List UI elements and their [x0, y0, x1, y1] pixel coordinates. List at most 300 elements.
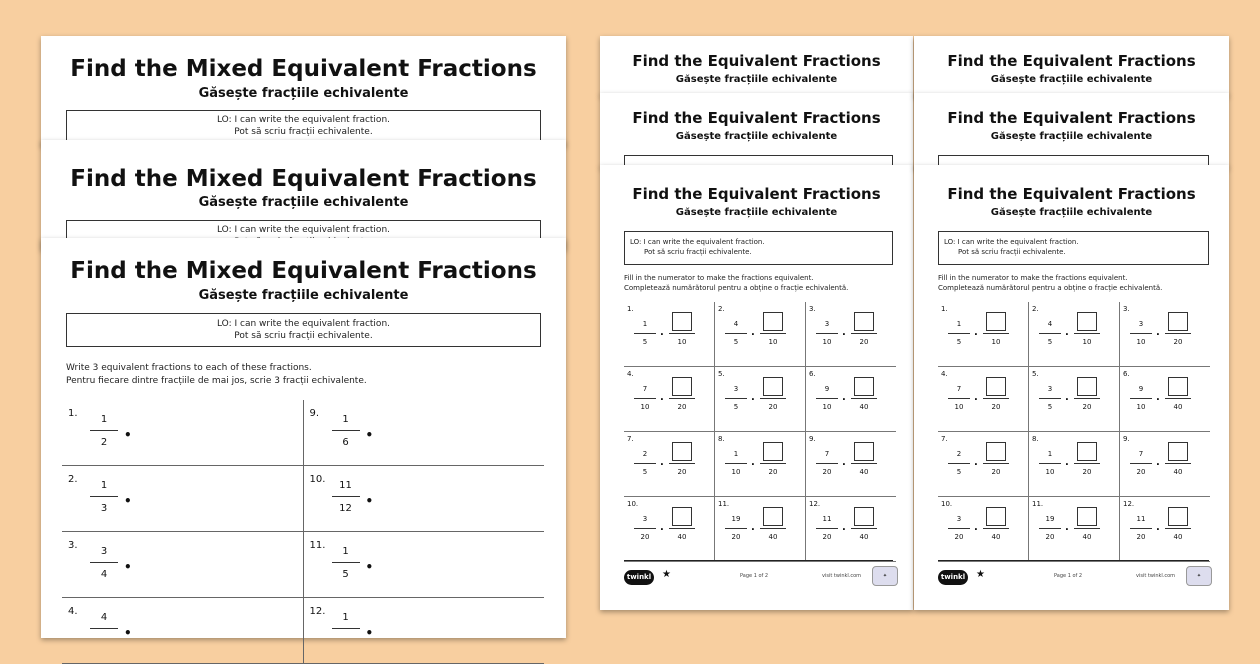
numerator-answer-box[interactable]	[1077, 507, 1097, 526]
fraction	[948, 320, 970, 347]
question-number: 11.	[1032, 500, 1044, 508]
numerator: 1	[100, 414, 108, 425]
fraction-bar	[1165, 463, 1191, 464]
target-denominator: 40	[859, 533, 869, 541]
numerator: 1	[342, 546, 349, 557]
equals-dot: .	[974, 392, 978, 403]
denominator: 2	[100, 437, 108, 448]
equals-dot: .	[842, 522, 846, 533]
question-number: 3.	[68, 540, 78, 551]
fraction	[1039, 450, 1061, 477]
numerator: 7	[956, 385, 962, 393]
grid-row	[938, 497, 1210, 562]
numerator-answer-box[interactable]	[1077, 442, 1097, 461]
fraction	[1039, 320, 1061, 347]
question-number: 10.	[627, 500, 639, 508]
question-cell	[1119, 497, 1210, 561]
lo-line: LO: I can write the equivalent fraction.	[216, 115, 391, 125]
fraction	[332, 480, 360, 514]
equiv-sheet-front	[600, 165, 913, 610]
target-denominator: 20	[677, 468, 687, 476]
denominator: 10	[1045, 468, 1055, 476]
equals-dot: .	[1065, 327, 1069, 338]
sheet-title: Find the Equivalent Fractions	[947, 109, 1196, 127]
sheet-title: Find the Mixed Equivalent Fractions	[70, 258, 537, 284]
answer-fraction	[1165, 377, 1191, 412]
fraction	[816, 385, 838, 412]
instructions	[66, 362, 367, 388]
answer-fraction	[669, 312, 695, 347]
fraction-bar	[634, 398, 656, 399]
equals-dot: .	[1156, 522, 1160, 533]
equals-dot: .	[751, 457, 755, 468]
fraction-bar	[634, 463, 656, 464]
question-cell	[1028, 367, 1119, 431]
fraction-bar	[332, 628, 360, 629]
denominator: 10	[1136, 338, 1146, 346]
equals-dot: .	[660, 392, 664, 403]
twinkl-logo: twinkl	[938, 570, 968, 585]
denominator: 3	[100, 503, 108, 514]
numerator-answer-box[interactable]	[763, 377, 783, 396]
question-number: 6.	[1123, 370, 1130, 378]
equals-dot: .	[751, 327, 755, 338]
answer-fraction	[1074, 377, 1100, 412]
fraction	[332, 546, 360, 580]
page-number: Page 1 of 2	[740, 573, 769, 579]
question-cell	[938, 432, 1028, 496]
fraction-bar	[1165, 333, 1191, 334]
equiv-sheet-back	[600, 36, 913, 96]
numerator: 11	[1136, 515, 1146, 523]
question-cell	[1119, 432, 1210, 496]
sheet-title: Find the Equivalent Fractions	[632, 109, 881, 127]
instructions	[624, 273, 848, 293]
fraction-bar	[725, 528, 747, 529]
question-number: 6.	[809, 370, 816, 378]
question-number: 2.	[718, 305, 725, 313]
question-number: 10.	[941, 500, 953, 508]
target-denominator: 20	[768, 468, 778, 476]
star-icon: ★	[976, 569, 985, 580]
question-number: 1.	[627, 305, 634, 313]
page-number: Page 1 of 2	[1054, 573, 1083, 579]
fraction-bar	[1130, 398, 1152, 399]
site-link[interactable]: visit twinkl.com	[822, 573, 862, 579]
numerator: 19	[1045, 515, 1055, 523]
target-denominator: 20	[1082, 468, 1092, 476]
question-number: 12.	[309, 606, 326, 617]
fraction	[725, 515, 747, 542]
equals-dot: .	[842, 327, 846, 338]
fraction-bar	[1165, 528, 1191, 529]
answer-fraction	[1074, 312, 1100, 347]
question-number: 12.	[1123, 500, 1135, 508]
denominator: 10	[954, 403, 964, 411]
lo-line-ro: Pot să scriu fracții echivalente.	[234, 127, 373, 137]
question-number: 2.	[1032, 305, 1039, 313]
fraction-bar	[90, 628, 118, 629]
denominator: 20	[731, 533, 741, 541]
question-cell	[938, 497, 1028, 561]
fraction	[634, 385, 656, 412]
numerator-answer-box[interactable]	[672, 312, 692, 331]
numerator-answer-box[interactable]	[986, 377, 1006, 396]
answer-fraction	[983, 312, 1009, 347]
question-number: 5.	[1032, 370, 1039, 378]
grid-row	[624, 497, 896, 562]
equals-dot: .	[660, 522, 664, 533]
mixed-fractions-grid	[62, 400, 544, 664]
denominator: 5	[1047, 338, 1053, 346]
grid-row	[624, 367, 896, 432]
fraction	[948, 385, 970, 412]
answer-dot: •	[124, 428, 132, 442]
lo-line: LO: I can write the equivalent fraction.	[216, 225, 391, 235]
numerator: 1	[100, 480, 108, 491]
question-number: 4.	[68, 606, 78, 617]
sheet-subtitle: Găsește fracțiile echivalente	[198, 86, 409, 101]
numerator: 1	[342, 414, 349, 425]
sheet-footer	[600, 560, 913, 590]
twinkl-logo: twinkl	[624, 570, 654, 585]
fraction-bar	[90, 430, 118, 431]
target-denominator: 20	[991, 403, 1001, 411]
numerator-answer-box[interactable]	[986, 507, 1006, 526]
equals-dot: .	[1156, 457, 1160, 468]
equals-dot: .	[660, 457, 664, 468]
fraction	[816, 515, 838, 542]
fraction-bar	[760, 528, 786, 529]
fraction-bar	[1130, 528, 1152, 529]
instruction-en: Write 3 equivalent fractions to each of these fractions.	[66, 363, 312, 373]
fraction-bar	[1074, 333, 1100, 334]
fraction-bar	[760, 333, 786, 334]
answer-fraction	[760, 377, 786, 412]
denominator: 10	[731, 468, 741, 476]
numerator-answer-box[interactable]	[986, 312, 1006, 331]
sheet-title: Find the Mixed Equivalent Fractions	[70, 166, 537, 192]
numerator-answer-box[interactable]	[854, 312, 874, 331]
numerator-answer-box[interactable]	[672, 442, 692, 461]
lo-line: LO: I can write the equivalent fraction.	[630, 238, 765, 246]
fraction-bar	[725, 398, 747, 399]
lo-line-ro: Pot să scriu fracții echivalente.	[958, 248, 1066, 256]
answer-fraction	[851, 442, 877, 477]
target-denominator: 20	[768, 403, 778, 411]
grid-row	[62, 532, 544, 598]
grid-row	[624, 432, 896, 497]
fraction-bar	[1074, 398, 1100, 399]
lo-box	[938, 231, 1209, 265]
fraction	[1039, 515, 1061, 542]
target-denominator: 40	[768, 533, 778, 541]
question-cell[interactable]	[62, 598, 303, 663]
equivalent-fractions-grid	[624, 302, 896, 562]
fraction	[90, 546, 118, 580]
footer-divider	[624, 560, 893, 561]
numerator-answer-box[interactable]	[763, 507, 783, 526]
question-cell[interactable]	[62, 400, 303, 465]
grid-row	[938, 367, 1210, 432]
sheet-title: Find the Equivalent Fractions	[632, 185, 881, 203]
numerator-answer-box[interactable]	[672, 377, 692, 396]
numerator-answer-box[interactable]	[1077, 312, 1097, 331]
answer-fraction	[851, 377, 877, 412]
denominator: 5	[642, 468, 648, 476]
target-denominator: 40	[859, 403, 869, 411]
numerator: 4	[733, 320, 739, 328]
fraction-bar	[948, 528, 970, 529]
numerator-answer-box[interactable]	[672, 507, 692, 526]
sheet-subtitle: Găsește fracțiile echivalente	[990, 74, 1153, 85]
sheet-title: Find the Mixed Equivalent Fractions	[70, 56, 537, 82]
numerator-answer-box[interactable]	[1168, 312, 1188, 331]
target-denominator: 20	[859, 338, 869, 346]
numerator: 4	[1047, 320, 1053, 328]
fraction-bar	[816, 528, 838, 529]
numerator: 7	[1138, 450, 1144, 458]
question-number: 4.	[941, 370, 948, 378]
denominator: 20	[954, 533, 964, 541]
lo-line-ro: Pot să scriu fracții echivalente.	[644, 248, 752, 256]
sheet-title: Find the Equivalent Fractions	[632, 52, 881, 70]
sheet-subtitle: Găsește fracțiile echivalente	[675, 207, 838, 218]
answer-dot: •	[365, 560, 374, 574]
question-cell	[624, 432, 714, 496]
question-number: 7.	[941, 435, 948, 443]
numerator-answer-box[interactable]	[986, 442, 1006, 461]
fraction-bar	[1039, 528, 1061, 529]
fraction-bar	[1130, 463, 1152, 464]
fraction-bar	[1074, 528, 1100, 529]
fraction	[948, 515, 970, 542]
equiv-sheet-front	[914, 165, 1229, 610]
sheet-subtitle: Găsește fracțiile echivalente	[990, 207, 1153, 218]
equals-dot: .	[974, 457, 978, 468]
fraction	[90, 612, 118, 635]
question-cell	[1119, 367, 1210, 431]
fraction	[1130, 515, 1152, 542]
question-number: 11.	[718, 500, 730, 508]
target-denominator: 10	[677, 338, 687, 346]
answer-fraction	[669, 377, 695, 412]
question-cell	[624, 302, 714, 366]
answer-fraction	[760, 312, 786, 347]
question-number: 9.	[809, 435, 816, 443]
fraction	[332, 612, 360, 635]
fraction-bar	[760, 463, 786, 464]
numerator-answer-box[interactable]	[854, 442, 874, 461]
answer-fraction	[983, 442, 1009, 477]
fraction	[816, 320, 838, 347]
fraction-bar	[725, 333, 747, 334]
answer-fraction	[983, 507, 1009, 542]
numerator: 2	[956, 450, 962, 458]
question-cell[interactable]	[303, 466, 545, 531]
denominator: 5	[956, 338, 962, 346]
numerator: 3	[824, 320, 830, 328]
denominator: 5	[733, 403, 739, 411]
target-denominator: 40	[1173, 403, 1183, 411]
question-cell	[938, 302, 1028, 366]
denominator: 20	[1136, 468, 1146, 476]
fraction-bar	[851, 528, 877, 529]
numerator: 3	[1047, 385, 1053, 393]
answer-dot: •	[365, 626, 374, 640]
sheet-subtitle: Găsește fracțiile echivalente	[675, 74, 838, 85]
fraction	[1130, 385, 1152, 412]
badge-icon: ✦	[1186, 566, 1212, 586]
question-cell	[1028, 432, 1119, 496]
fraction-bar	[332, 562, 360, 563]
answer-fraction	[760, 507, 786, 542]
denominator: 20	[822, 533, 832, 541]
fraction-bar	[90, 496, 118, 497]
target-denominator: 40	[1173, 468, 1183, 476]
fraction-bar	[634, 528, 656, 529]
denominator: 5	[956, 468, 962, 476]
fraction-bar	[816, 398, 838, 399]
target-denominator: 40	[677, 533, 687, 541]
question-cell	[1028, 302, 1119, 366]
question-number: 7.	[627, 435, 634, 443]
denominator: 10	[1136, 403, 1146, 411]
fraction-bar	[1165, 398, 1191, 399]
question-cell[interactable]	[303, 532, 545, 597]
question-cell	[714, 432, 805, 496]
instructions	[938, 273, 1162, 293]
question-number: 5.	[718, 370, 725, 378]
fraction	[816, 450, 838, 477]
fraction	[1130, 320, 1152, 347]
question-number: 4.	[627, 370, 634, 378]
equals-dot: .	[1065, 392, 1069, 403]
fraction-bar	[983, 333, 1009, 334]
fraction-bar	[851, 463, 877, 464]
grid-row	[938, 432, 1210, 497]
equals-dot: .	[842, 392, 846, 403]
sheet-title: Find the Equivalent Fractions	[947, 185, 1196, 203]
answer-dot: •	[124, 494, 132, 508]
target-denominator: 20	[677, 403, 687, 411]
grid-row	[62, 400, 544, 466]
fraction-bar	[332, 430, 360, 431]
fraction-bar	[948, 333, 970, 334]
numerator-answer-box[interactable]	[763, 312, 783, 331]
numerator-answer-box[interactable]	[1168, 377, 1188, 396]
site-link[interactable]: visit twinkl.com	[1136, 573, 1176, 579]
lo-line: LO: I can write the equivalent fraction.	[216, 319, 391, 329]
question-cell	[624, 367, 714, 431]
question-cell	[805, 432, 896, 496]
fraction-bar	[1039, 463, 1061, 464]
target-denominator: 10	[991, 338, 1001, 346]
equals-dot: .	[751, 392, 755, 403]
question-number: 3.	[809, 305, 816, 313]
fraction-bar	[983, 528, 1009, 529]
target-denominator: 20	[991, 468, 1001, 476]
question-cell[interactable]	[62, 532, 303, 597]
numerator-answer-box[interactable]	[1168, 442, 1188, 461]
equals-dot: .	[1156, 327, 1160, 338]
question-cell[interactable]	[62, 466, 303, 531]
question-number: 11.	[309, 540, 326, 551]
footer-divider	[938, 560, 1209, 561]
numerator-answer-box[interactable]	[854, 377, 874, 396]
equals-dot: .	[660, 327, 664, 338]
lo-line: LO: I can write the equivalent fraction.	[944, 238, 1079, 246]
numerator-answer-box[interactable]	[854, 507, 874, 526]
question-cell	[805, 302, 896, 366]
equals-dot: .	[1065, 522, 1069, 533]
denominator: 5	[1047, 403, 1053, 411]
equals-dot: .	[974, 327, 978, 338]
target-denominator: 40	[1173, 533, 1183, 541]
question-cell	[805, 367, 896, 431]
question-number: 8.	[1032, 435, 1039, 443]
fraction-bar	[634, 333, 656, 334]
fraction-bar	[669, 398, 695, 399]
answer-fraction	[1074, 442, 1100, 477]
numerator-answer-box[interactable]	[1168, 507, 1188, 526]
equiv-sheet-middle	[914, 93, 1229, 168]
fraction-bar	[1074, 463, 1100, 464]
fraction	[725, 385, 747, 412]
sheet-subtitle: Găsește fracțiile echivalente	[198, 195, 409, 210]
numerator: 1	[1047, 450, 1053, 458]
instruction-en: Fill in the numerator to make the fractions equivalent.	[938, 274, 1128, 282]
numerator: 3	[100, 546, 108, 557]
fraction-bar	[1039, 398, 1061, 399]
question-number: 8.	[718, 435, 725, 443]
question-cell[interactable]	[303, 400, 545, 465]
question-cell[interactable]	[303, 598, 545, 663]
fraction-bar	[983, 463, 1009, 464]
question-cell	[714, 367, 805, 431]
question-number: 1.	[68, 408, 78, 419]
star-icon: ★	[662, 569, 671, 580]
denominator: 20	[1136, 533, 1146, 541]
answer-fraction	[1165, 312, 1191, 347]
answer-dot: •	[365, 428, 374, 442]
equals-dot: .	[1156, 392, 1160, 403]
numerator-answer-box[interactable]	[763, 442, 783, 461]
denominator: 10	[640, 403, 650, 411]
denominator: 10	[822, 403, 832, 411]
denominator: 6	[342, 437, 349, 448]
fraction-bar	[816, 333, 838, 334]
denominator: 5	[642, 338, 648, 346]
fraction	[725, 320, 747, 347]
fraction-bar	[983, 398, 1009, 399]
fraction-bar	[725, 463, 747, 464]
numerator: 1	[342, 612, 349, 623]
numerator-answer-box[interactable]	[1077, 377, 1097, 396]
denominator: 10	[822, 338, 832, 346]
instruction-ro: Pentru fiecare dintre fracțiile de mai jos, scrie 3 fracții echivalente.	[66, 376, 367, 386]
question-cell	[805, 497, 896, 561]
sheet-title: Find the Equivalent Fractions	[947, 52, 1196, 70]
answer-fraction	[669, 507, 695, 542]
denominator: 20	[640, 533, 650, 541]
answer-dot: •	[365, 494, 374, 508]
fraction	[948, 450, 970, 477]
grid-row	[62, 598, 544, 664]
target-denominator: 10	[1082, 338, 1092, 346]
equals-dot: .	[974, 522, 978, 533]
numerator: 3	[1138, 320, 1144, 328]
